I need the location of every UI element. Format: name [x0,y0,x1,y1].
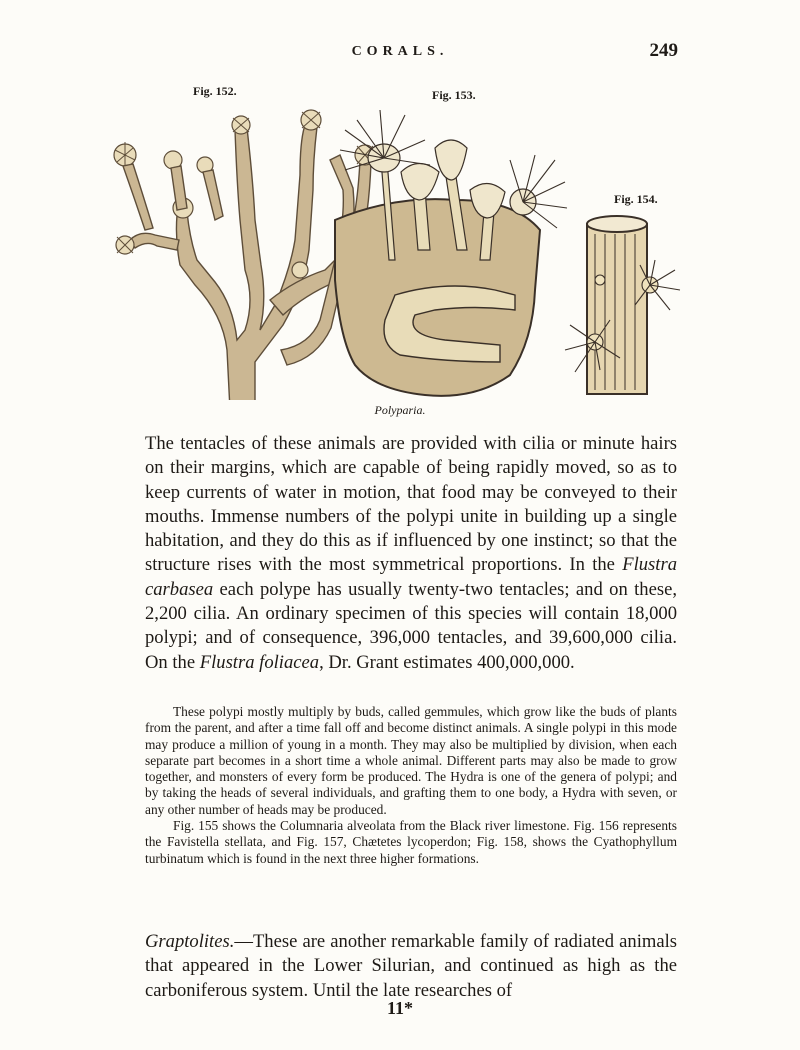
fig-152-branch-stems [123,164,223,230]
running-head [0,40,800,68]
fig-152-label: Fig. 152. [193,84,237,98]
graptolites-text: —These are another remarkable family of radiated animals that appeared in the Lower Silurian, and continued as high as the carboniferous system. Until the late researches of [145,931,677,1001]
main-text [145,432,677,675]
note-paragraph-2: Fig. 155 shows the Columnaria alveolata from the Black river limestone. Fig. 156 represents the Favistella stellata, and Fig. 157, Chætetes lycoperdon; Fig. 158, shows the Cyathophyllum turbinatum which is found in the next three higher formations. [145,818,677,866]
graptolites-paragraph [145,930,677,1003]
polyparia-illustration [95,100,695,400]
species-name-foliacea: Flustra foliacea [199,651,320,673]
graptolites-section [145,930,677,1003]
graptolites-heading: Graptolites. [145,931,235,952]
text-run-3: , Dr. Grant estimates 400,000,000. [319,651,575,673]
page-number: 249 [649,40,678,61]
main-paragraph [145,432,677,675]
figure-caption: Polyparia. [374,403,426,417]
fig-153-label: Fig. 153. [432,88,476,102]
text-run-2: each polype has usually twenty-two tentacles; and on these, 2,200 cilia. An ordinary specimen of this species will contain 18,000 polypi; and of consequence, 396,000 tentacles, and 39,600,000 cilia. On the [145,578,677,673]
fig-153-drawing [335,110,567,396]
note-paragraph-1: These polypi mostly multiply by buds, called gemmules, which grow like the buds of plants from the parent, and after a time fall off and become distinct animals. A single polypi in this mode may produce a million of young in a month. They may also be multiplied by division, when each separate part becomes in a short time a whole animal. Different parts may also be made to grow together, and monsters of every form be produced. The Hydra is one of the genera of polypi; and by taking the heads of several individuals, and grafting them to one body, a Hydra with seven, or any other number of heads may be produced. [145,704,677,817]
text-run-1: The tentacles of these animals are provided with cilia or minute hairs on their margins, which are capable of being rapidly moved, so as to keep currents of water in motion, that food may be conveyed to their mouths. Immense numbers of the polypi unite in building up a single habitation, and they do this as if influenced by one instinct; so that the structure rises with the most symmetrical proportions. In the [145,433,677,576]
fig-154-label: Fig. 154. [614,192,658,206]
running-title: CORALS. [351,44,449,59]
species-name-carbasea: Flustra carbasea [145,554,677,600]
signature-mark: 11* [386,998,413,1018]
fig-154-drawing [565,216,680,394]
small-note [145,704,677,867]
